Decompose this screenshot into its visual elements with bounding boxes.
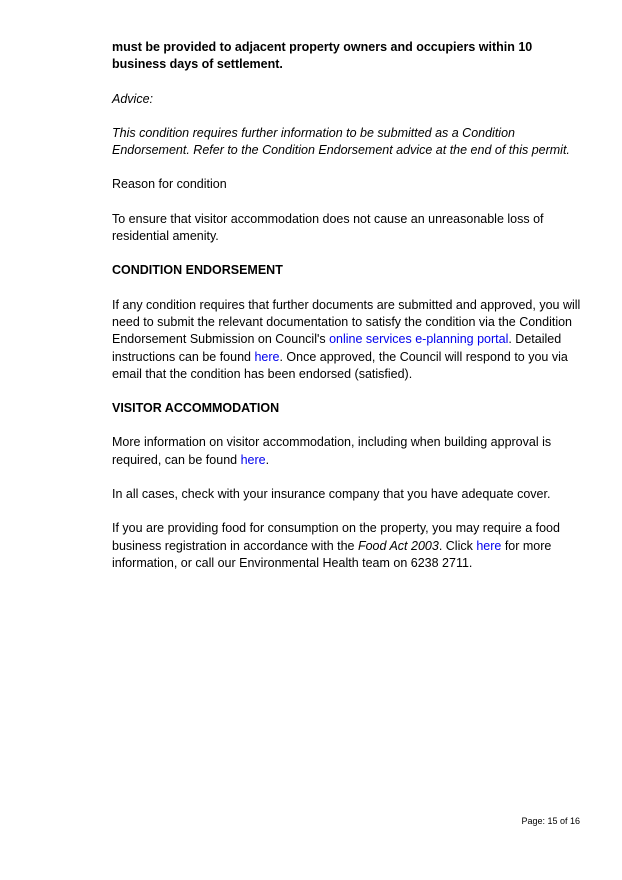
instructions-here-link[interactable]: here	[254, 349, 280, 364]
intro-paragraph: must be provided to adjacent property owners and occupiers within 10 business days of settlement.	[112, 40, 533, 72]
food-text-3: for more information, or call our Environmental Health team on 6238 2711.	[112, 538, 552, 570]
food-text-2: . Click	[438, 538, 477, 553]
food-here-link[interactable]: here	[476, 538, 502, 553]
condition-endorsement-heading: CONDITION ENDORSEMENT	[112, 263, 283, 278]
condition-endorsement-text-3: . Once approved, the Council will respond to you via email that the condition has been endorsed (satisfied).	[112, 349, 568, 381]
food-act-title: Food Act 2003	[357, 538, 439, 553]
visitor-info-text: More information on visitor accommodation, including when building approval is required, can be found	[112, 435, 552, 467]
page-number: Page: 15 of 16	[521, 816, 580, 826]
visitor-accommodation-heading: VISITOR ACCOMMODATION	[112, 401, 280, 416]
e-planning-portal-link[interactable]: online services e-planning portal	[329, 332, 509, 347]
advice-text: This condition requires further information to be submitted as a Condition Endorsement. Refer to the Condition Endorsement advice at the end of this permit.	[112, 125, 570, 158]
insurance-paragraph: In all cases, check with your insurance company that you have adequate cover.	[112, 487, 551, 502]
document-body	[112, 39, 582, 589]
food-registration-paragraph	[112, 520, 582, 572]
visitor-info-end: .	[265, 452, 270, 467]
condition-endorsement-paragraph	[112, 297, 582, 383]
visitor-info-paragraph	[112, 434, 582, 469]
condition-endorsement-text-1: If any condition requires that further documents are submitted and approved, you will need to submit the relevant documentation to satisfy the condition via the Condition Endorsement Submission on Council's	[112, 297, 581, 347]
advice-label: Advice:	[112, 91, 153, 106]
reason-text: To ensure that visitor accommodation does not cause an unreasonable loss of residential amenity.	[112, 211, 544, 244]
visitor-info-here-link[interactable]: here	[240, 452, 266, 467]
food-text-1: If you are providing food for consumption on the property, you may require a food business registration in accordance with the	[112, 521, 560, 553]
reason-label: Reason for condition	[112, 177, 227, 192]
condition-endorsement-text-2: . Detailed instructions can be found	[112, 332, 562, 364]
